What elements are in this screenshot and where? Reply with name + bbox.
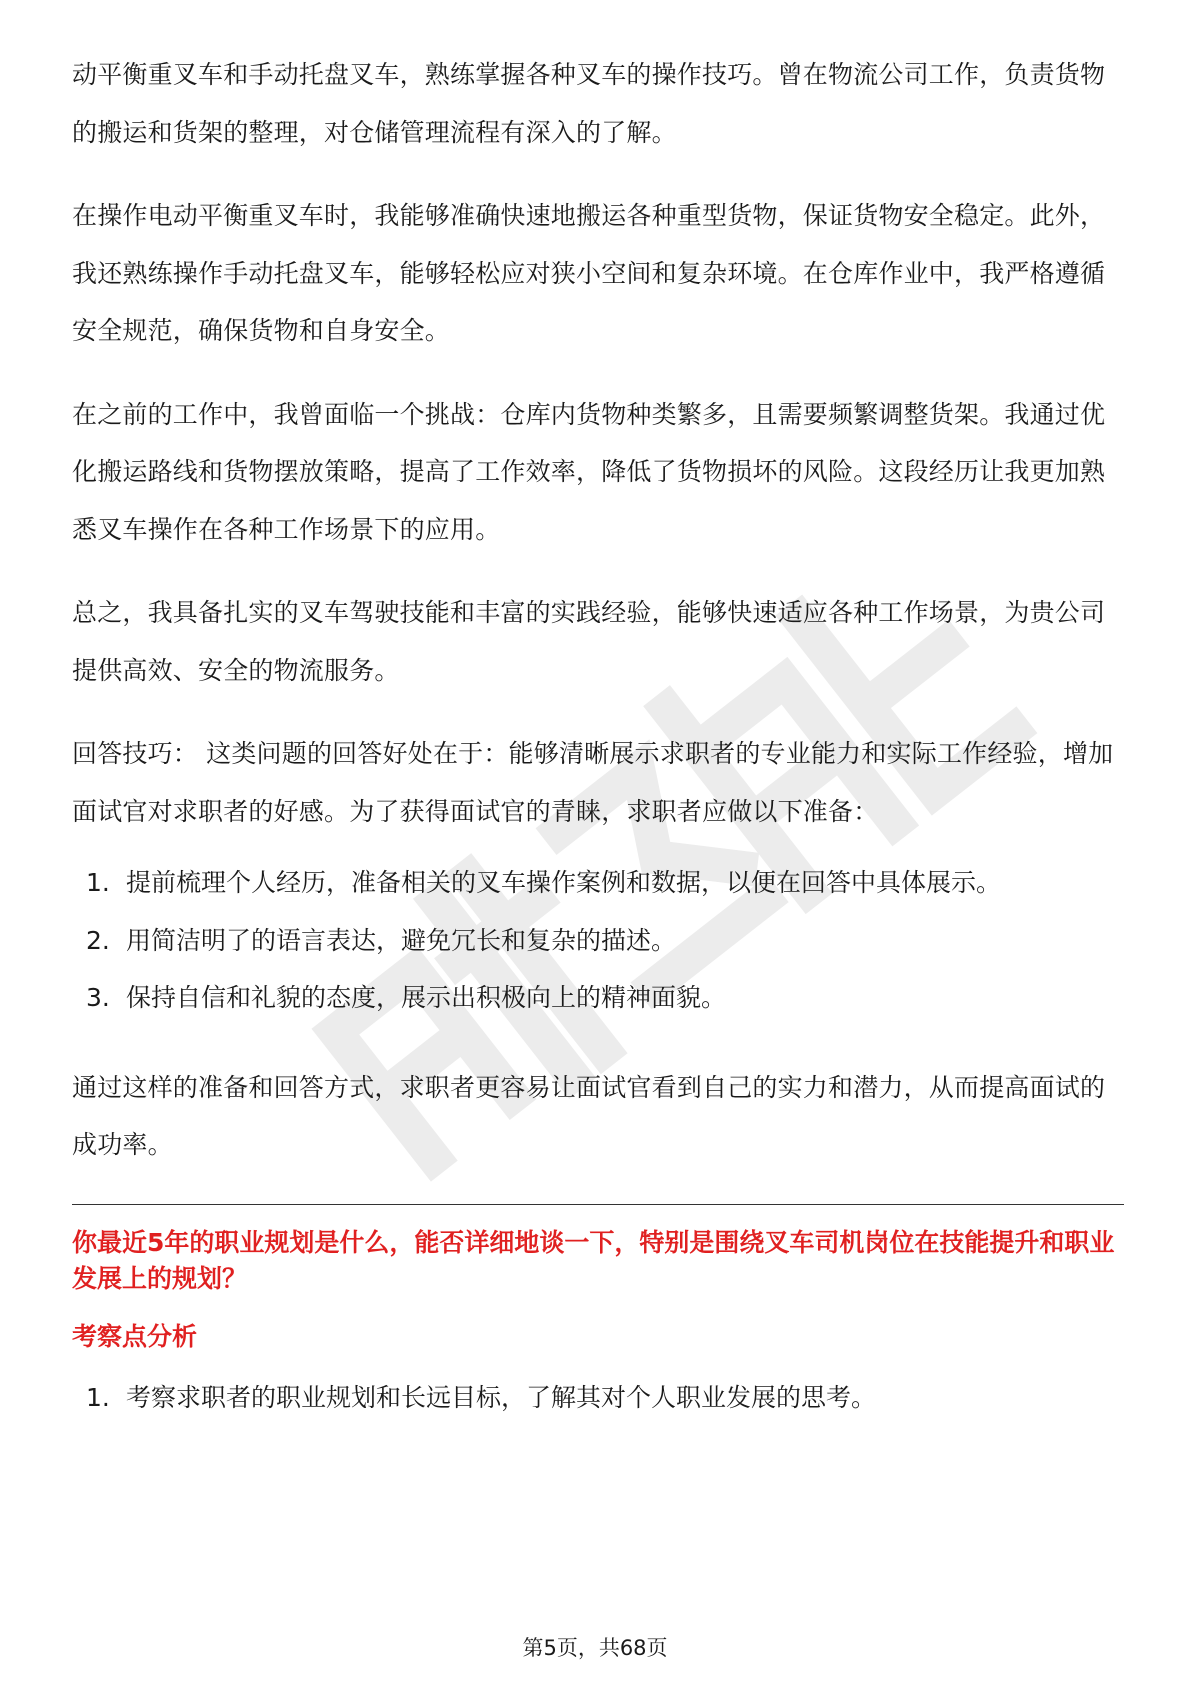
list-number: 2. <box>86 925 110 955</box>
list-text: 保持自信和礼貌的态度，展示出积极向上的精神面貌。 <box>126 983 727 1012</box>
paragraph-1: 动平衡重叉车和手动托盘叉车，熟练掌握各种叉车的操作技巧。曾在物流公司工作，负责货物的搬运和货架的整理，对仓储管理流程有深入的了解。 <box>72 60 1106 147</box>
list-text: 用简洁明了的语言表达，避免冗长和复杂的描述。 <box>126 925 677 955</box>
list-item <box>72 1369 1124 1427</box>
section-divider <box>72 1204 1124 1205</box>
list-text: 提前梳理个人经历，准备相关的叉车操作案例和数据，以便在回答中具体展示。 <box>126 868 1002 897</box>
conclusion-paragraph: 通过这样的准备和回答方式，求职者更容易让面试官看到自己的实力和潜力，从而提高面试的成功率。 <box>72 1072 1106 1159</box>
paragraph-2: 在操作电动平衡重叉车时，我能够准确快速地搬运各种重型货物，保证货物安全稳定。此外，我还熟练操作手动托盘叉车，能够轻松应对狭小空间和复杂环境。在仓库作业中，我严格遵循安全规范，确保货物和自身安全。 <box>72 201 1106 345</box>
page-content <box>72 46 1124 1426</box>
list-number: 1. <box>86 868 110 897</box>
paragraph-3: 在之前的工作中，我曾面临一个挑战：仓库内货物种类繁多，且需要频繁调整货架。我通过优化搬运路线和货物摆放策略，提高了工作效率，降低了货物损坏的风险。这段经历让我更加熟悉叉车操作在各种工作场景下的应用。 <box>72 399 1106 544</box>
analysis-heading: 考察点分析 <box>72 1321 198 1351</box>
list-number: 1. <box>86 1382 110 1412</box>
list-text: 考察求职者的职业规划和长远目标，了解其对个人职业发展的思考。 <box>126 1382 877 1412</box>
interview-question: 你最近5年的职业规划是什么，能否详细地谈一下，特别是围绕叉车司机岗位在技能提升和职业发展上的规划？ <box>72 1227 1115 1293</box>
list-item <box>72 912 1124 970</box>
list-number: 3. <box>86 983 110 1012</box>
analysis-list <box>72 1369 1124 1427</box>
paragraph-4: 总之，我具备扎实的叉车驾驶技能和丰富的实践经验，能够快速适应各种工作场景，为贵公司提供高效、安全的物流服务。 <box>72 598 1106 685</box>
tips-list <box>72 854 1124 1027</box>
page-footer: 第5页，共68页 <box>522 1636 668 1660</box>
spacer <box>72 1027 1124 1059</box>
list-item <box>72 854 1124 912</box>
answer-tips-intro: 回答技巧： 这类问题的回答好处在于：能够清晰展示求职者的专业能力和实际工作经验，增加面试官对求职者的好感。为了获得面试官的青睐，求职者应做以下准备： <box>72 739 1114 826</box>
list-item <box>72 969 1124 1027</box>
